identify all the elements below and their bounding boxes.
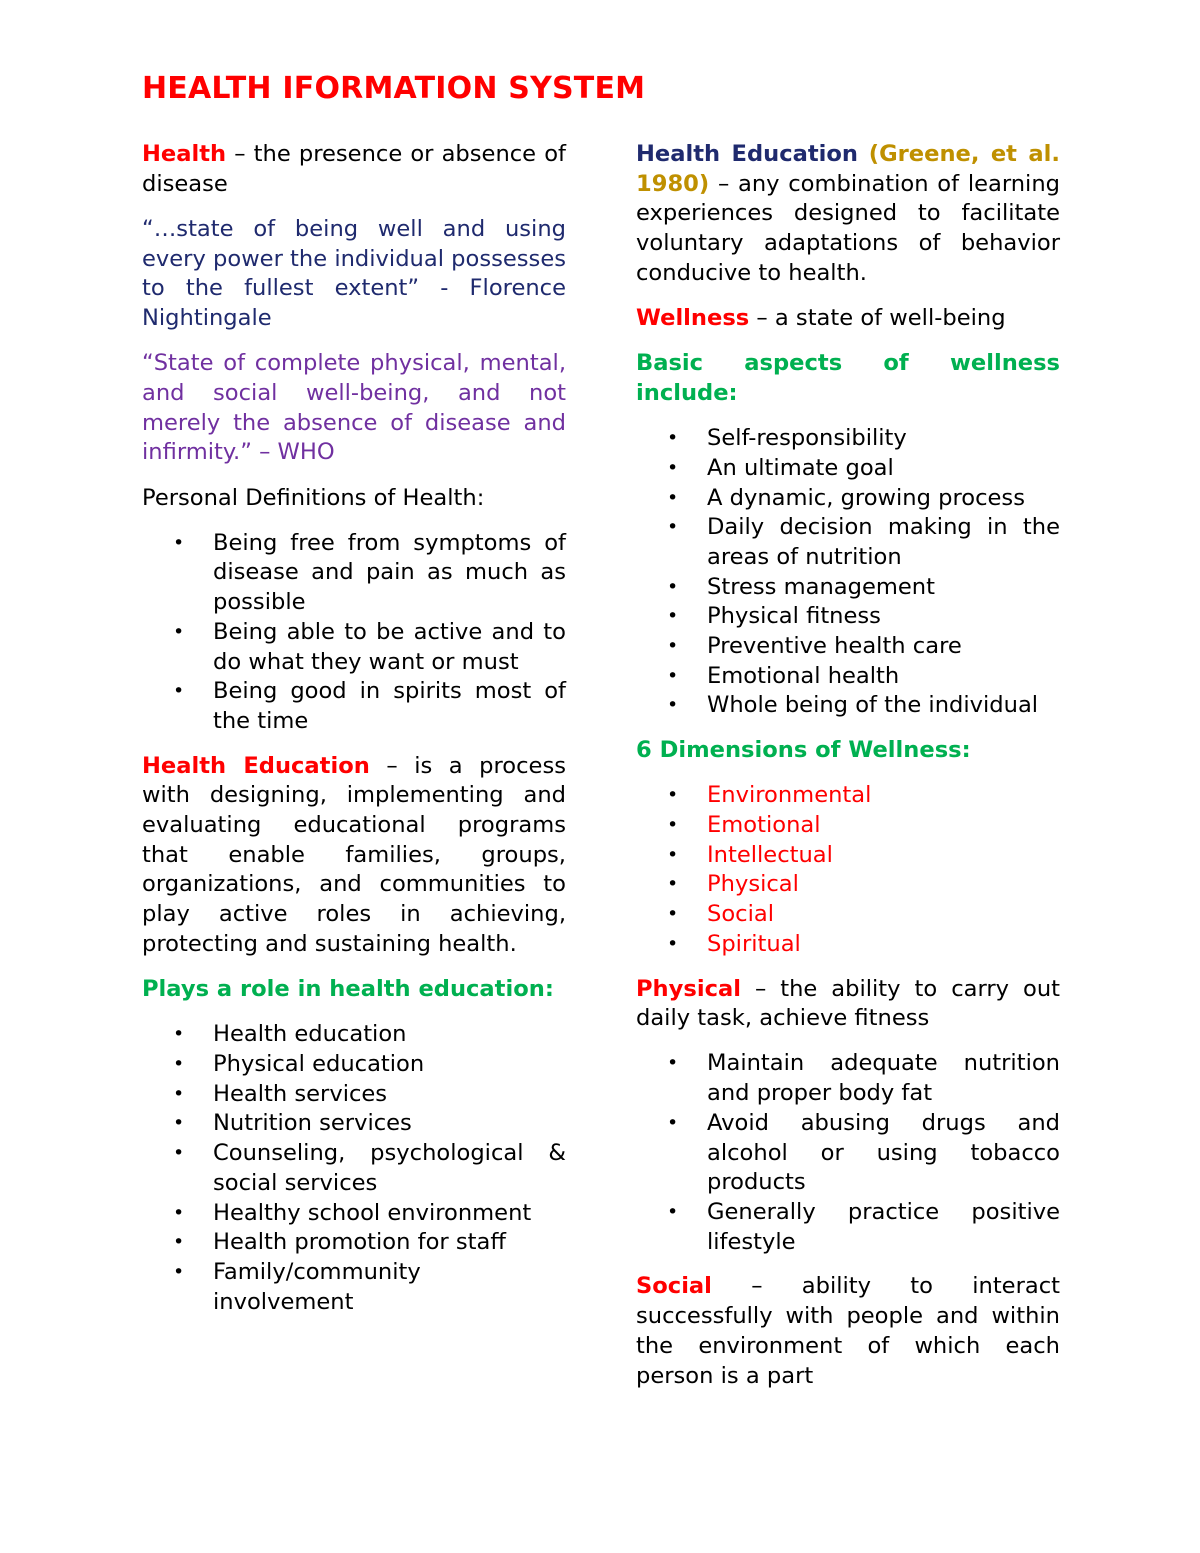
list-item: • Physical bbox=[636, 870, 1060, 900]
physical-term: Physical bbox=[636, 975, 741, 1002]
list-item: • Being free from symptoms of disease and pain as much as possible bbox=[173, 529, 566, 616]
list-item: • Avoid abusing drugs and alcohol or using tobacco products bbox=[667, 1109, 1060, 1196]
bullet-icon: • bbox=[667, 486, 679, 509]
health-education-term: Health Education bbox=[636, 141, 859, 167]
bullet-icon: • bbox=[173, 1142, 185, 1165]
roles-list bbox=[142, 1020, 566, 1317]
bullet-icon: • bbox=[173, 620, 185, 643]
list-item: • Physical education bbox=[142, 1050, 566, 1080]
dimensions-list bbox=[636, 781, 1060, 959]
list-item: • Healthy school environment bbox=[142, 1199, 566, 1229]
document-title: HEALTH IFORMATION SYSTEM bbox=[142, 71, 646, 106]
bullet-icon: • bbox=[173, 680, 185, 703]
nightingale-quote: “…state of being well and using every power the individual possesses to the fullest extent” - Florence Nightingale bbox=[142, 215, 566, 332]
bullet-icon: • bbox=[667, 932, 679, 955]
bullet-icon: • bbox=[173, 1231, 185, 1254]
health-education-definition-text: – is a process with designing, implementing and evaluating educational programs that enable families, groups, organizations, and communities to play active roles in achieving, protecting and sustaining health. bbox=[142, 752, 566, 957]
list-item: • Self-responsibility bbox=[636, 424, 1060, 454]
physical-definition-text: – the ability to carry out daily task, achieve fitness bbox=[636, 975, 1060, 1032]
bullet-icon: • bbox=[667, 814, 679, 837]
bullet-icon: • bbox=[173, 1201, 185, 1224]
list-item: • Generally practice positive lifestyle bbox=[667, 1199, 1060, 1255]
right-column bbox=[636, 140, 1060, 1407]
bullet-icon: • bbox=[667, 873, 679, 896]
list-item: • Health education bbox=[142, 1020, 566, 1050]
health-term: Health bbox=[142, 141, 227, 167]
bullet-icon: • bbox=[173, 1052, 185, 1075]
who-quote: “State of complete physical, mental, and social well-being, and not merely the absence of disease and infirmity.” – WHO bbox=[142, 350, 566, 466]
bullet-icon: • bbox=[667, 427, 679, 450]
physical-list bbox=[636, 1049, 1060, 1257]
bullet-icon: • bbox=[667, 605, 679, 628]
left-column bbox=[142, 140, 566, 1332]
health-education-term: Health Education bbox=[142, 752, 370, 779]
list-item: • Stress management bbox=[636, 573, 1060, 603]
wellness-definition bbox=[636, 304, 1060, 334]
personal-definitions-heading: Personal Definitions of Health: bbox=[142, 484, 485, 511]
list-item: • Physical fitness bbox=[636, 602, 1060, 632]
bullet-icon: • bbox=[667, 456, 679, 479]
bullet-icon: • bbox=[173, 1260, 185, 1283]
bullet-icon: • bbox=[173, 1023, 185, 1046]
aspects-list bbox=[636, 424, 1060, 721]
list-item: • Intellectual bbox=[636, 841, 1060, 871]
health-definition bbox=[142, 140, 566, 199]
personal-definitions-list bbox=[142, 529, 566, 737]
health-education-definition bbox=[142, 752, 566, 960]
list-item: • Being good in spirits most of the time bbox=[173, 678, 566, 734]
citation: (Greene, et al. 1980) bbox=[636, 141, 1060, 197]
wellness-definition-text: – a state of well-being bbox=[749, 305, 1006, 332]
list-item: • Counseling, psychological & social services bbox=[173, 1140, 566, 1196]
list-item: • Whole being of the individual bbox=[636, 691, 1060, 721]
social-definition bbox=[636, 1272, 1060, 1391]
list-item: • Daily decision making in the areas of nutrition bbox=[667, 514, 1060, 570]
list-item: • A dynamic, growing process bbox=[636, 484, 1060, 514]
roles-heading: Plays a role in health education: bbox=[142, 976, 554, 1003]
bullet-icon: • bbox=[667, 1111, 679, 1134]
health-education-greene-text: – any combination of learning experiences designed to facilitate voluntary adaptations of behavior conducive to health. bbox=[636, 170, 1060, 286]
list-item: • Preventive health care bbox=[636, 632, 1060, 662]
bullet-icon: • bbox=[667, 1052, 679, 1075]
bullet-icon: • bbox=[667, 784, 679, 807]
bullet-icon: • bbox=[667, 664, 679, 687]
bullet-icon: • bbox=[667, 635, 679, 658]
bullet-icon: • bbox=[667, 575, 679, 598]
list-item: • Social bbox=[636, 900, 1060, 930]
bullet-icon: • bbox=[173, 1082, 185, 1105]
social-term: Social bbox=[636, 1273, 712, 1300]
health-definition-text: – the presence or absence of disease bbox=[142, 141, 566, 197]
bullet-icon: • bbox=[667, 903, 679, 926]
list-item: • Environmental bbox=[636, 781, 1060, 811]
list-item: • Emotional health bbox=[636, 662, 1060, 692]
list-item: • Being able to be active and to do what they want or must bbox=[173, 618, 566, 675]
list-item: • Health promotion for staff bbox=[142, 1228, 566, 1258]
bullet-icon: • bbox=[173, 1112, 185, 1135]
bullet-icon: • bbox=[667, 694, 679, 717]
list-item: • Family/community involvement bbox=[173, 1258, 421, 1315]
list-item: • Maintain adequate nutrition and proper body fat bbox=[667, 1050, 1060, 1107]
bullet-icon: • bbox=[667, 1201, 679, 1223]
list-item: • Health services bbox=[142, 1080, 566, 1110]
list-item: • Emotional bbox=[636, 811, 1060, 841]
physical-definition bbox=[636, 975, 1060, 1034]
list-item: • Spiritual bbox=[636, 930, 1060, 960]
list-item: • Nutrition services bbox=[142, 1109, 566, 1139]
dimensions-heading: 6 Dimensions of Wellness: bbox=[636, 737, 971, 764]
bullet-icon: • bbox=[667, 516, 679, 539]
bullet-icon: • bbox=[667, 843, 679, 866]
list-item: • An ultimate goal bbox=[636, 454, 1060, 484]
bullet-icon: • bbox=[173, 531, 185, 554]
aspects-heading: Basic aspects of wellness include: bbox=[636, 350, 1060, 406]
wellness-term: Wellness bbox=[636, 305, 750, 332]
social-definition-text: – ability to interact successfully with people and within the environment of which each person is a part bbox=[636, 1273, 1060, 1389]
health-education-greene-definition bbox=[636, 140, 1060, 289]
